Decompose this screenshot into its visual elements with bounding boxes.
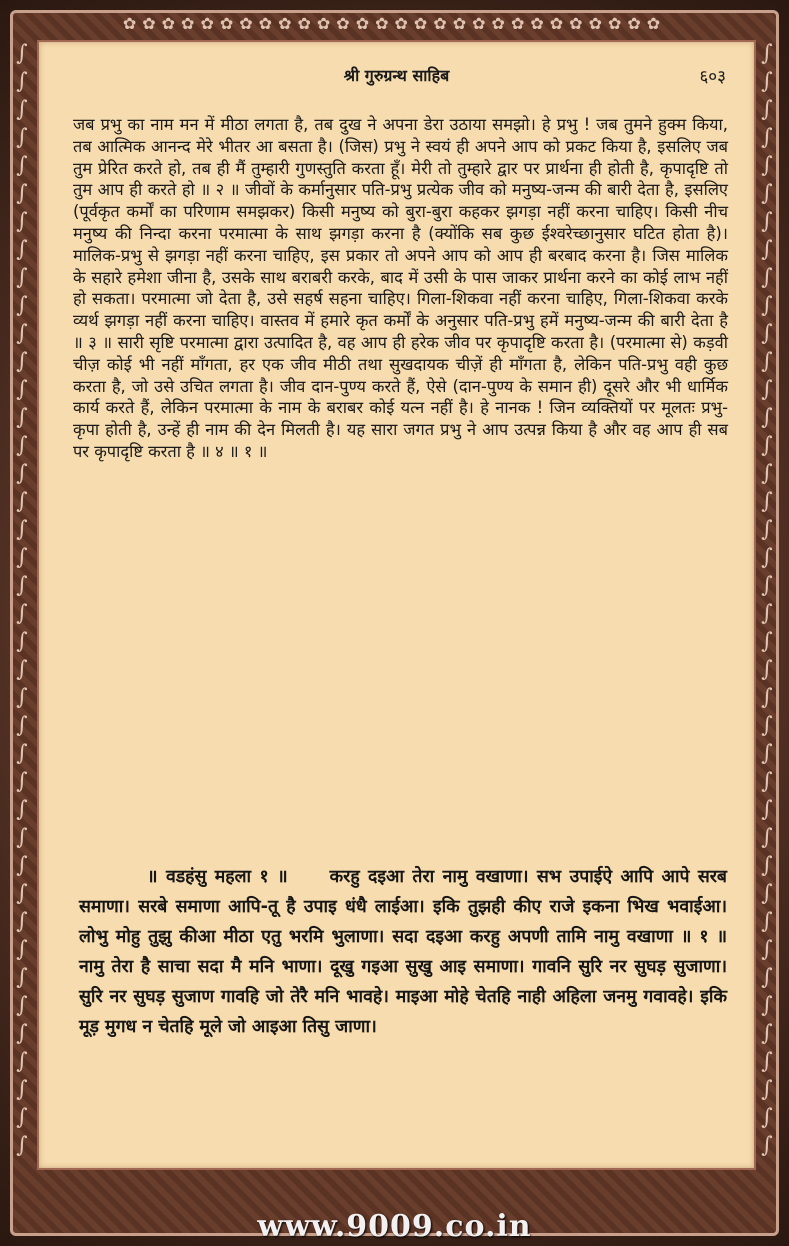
scripture-page [37,40,756,1170]
page-title: श्री गुरुग्रन्थ साहिब [343,66,450,85]
page-header [39,64,754,88]
right-swirl-ornament: ∫ ∫ ∫ ∫ ∫ ∫ ∫ ∫ ∫ ∫ ∫ ∫ ∫ ∫ ∫ ∫ ∫ ∫ ∫ ∫ ∫ ∫ ∫ ∫ ∫ ∫ ∫ ∫ ∫ ∫ ∫ ∫ ∫ ∫ ∫ ∫ ∫ ∫ ∫ ∫ [761,41,773,1158]
translation-paragraph: जब प्रभु का नाम मन में मीठा लगता है, तब दुख ने अपना डेरा उठाया समझो। हे प्रभु ! जब तुमने हुक्म किया, तब आत्मिक आनन्द मेरे भीतर आ बसता है। (जिस) प्रभु ने स्वयं ही अपने आप को प्रकट किया है, इसलिए जब तुम प्रेरित करते हो, तब ही मैं तुम्हारी गुणस्तुति करता हूँ। मेरी तो तुम्हारे द्वार पर प्रार्थना ही होती है, कृपादृष्टि तो तुम आप ही करते हो ॥ २ ॥ जीवों के कर्मानुसार पति-प्रभु प्रत्येक जीव को मनुष्य-जन्म की बारी देता है, इसलिए (पूर्वकृत कर्मों का परिणाम समझकर) किसी मनुष्य को बुरा-बुरा कहकर झगड़ा नहीं करना चाहिए। किसी नीच मनुष्य की निन्दा करना परमात्मा के साथ झगड़ा करना है (क्योंकि सब कुछ ईश्वरेच्छानुसार घटित होता है)। मालिक-प्रभु से झगड़ा नहीं करना चाहिए, इस प्रकार तो अपने आप को आप ही बरबाद करना है। जिस मालिक के सहारे हमेशा जीना है, उसके साथ बराबरी करके, बाद में उसी के पास जाकर प्रार्थना करने का कोई लाभ नहीं हो सकता। परमात्मा जो देता है, उसे सहर्ष सहना चाहिए। गिला-शिकवा नहीं करना चाहिए, गिला-शिकवा करके व्यर्थ झगड़ा नहीं करना चाहिए। वास्तव में हमारे कृत कर्मों के अनुसार पति-प्रभु हमें मनुष्य-जन्म की बारी देता है ॥ ३ ॥ सारी सृष्टि परमात्मा द्वारा उत्पादित है, वह आप ही हरेक जीव पर कृपादृष्टि करता है। (परमात्मा से) कड़वी चीज़ कोई भी नहीं माँगता, हर एक जीव मीठी तथा सुखदायक चीज़ें ही माँगता है, लेकिन पति-प्रभु वही कुछ करता है, जो उसे उचित लगता है। जीव दान-पुण्य करते हैं, ऐसे (दान-पुण्य के समान ही) दूसरे और भी धार्मिक कार्य करते हैं, लेकिन परमात्मा के नाम के बराबर कोई यत्न नहीं है। हे नानक ! जिन व्यक्तियों पर मूलतः प्रभु-कृपा होती है, उन्हें ही नाम की देन मिलती है। यह सारा जगत प्रभु ने आप उत्पन्न किया है और वह आप ही सब पर कृपादृष्टि करता है ॥ ४ ॥ १ ॥ [73,115,728,461]
top-swirl-ornament: ✿✿✿✿✿✿✿✿✿✿✿✿✿✿✿✿✿✿✿✿✿✿✿✿✿✿✿✿ [122,14,667,33]
translation-text [73,114,728,463]
verse-title: ॥ वडहंसु महला १ ॥ [147,867,322,887]
website-url: www.9009.co.in [257,1209,532,1244]
footer [0,1168,789,1246]
left-swirl-ornament: ∫ ∫ ∫ ∫ ∫ ∫ ∫ ∫ ∫ ∫ ∫ ∫ ∫ ∫ ∫ ∫ ∫ ∫ ∫ ∫ ∫ ∫ ∫ ∫ ∫ ∫ ∫ ∫ ∫ ∫ ∫ ∫ ∫ ∫ ∫ ∫ ∫ ∫ ∫ ∫ [16,41,28,1158]
page-number: ६०३ [699,67,726,87]
verse-text: करहु दइआ तेरा नामु वखाणा। सभ उपाईऐ आपि आपे सरब समाणा। सरबे समाणा आपि-तू है उपाइ धंधै लाईआ। इकि तुझही कीए राजे इकना भिख भवाईआ। लोभु मोहु तुझु कीआ मीठा एतु भरमि भुलाणा। सदा दइआ करहु अपणी तामि नामु वखाणा ॥ १ ॥ नामु तेरा है साचा सदा मै मनि भाणा। दूखु गइआ सुखु आइ समाणा। गावनि सुरि नर सुघड़ सुजाणा। सुरि नर सुघड़ सुजाण गावहि जो तेरै मनि भावहे। माइआ मोहे चेतहि नाही अहिला जनमु गवावहे। इकि मूड़ मुगध न चेतहि मूले जो आइआ तिसु जाणा। [79,867,727,1037]
gurbani-verse [79,862,727,1042]
